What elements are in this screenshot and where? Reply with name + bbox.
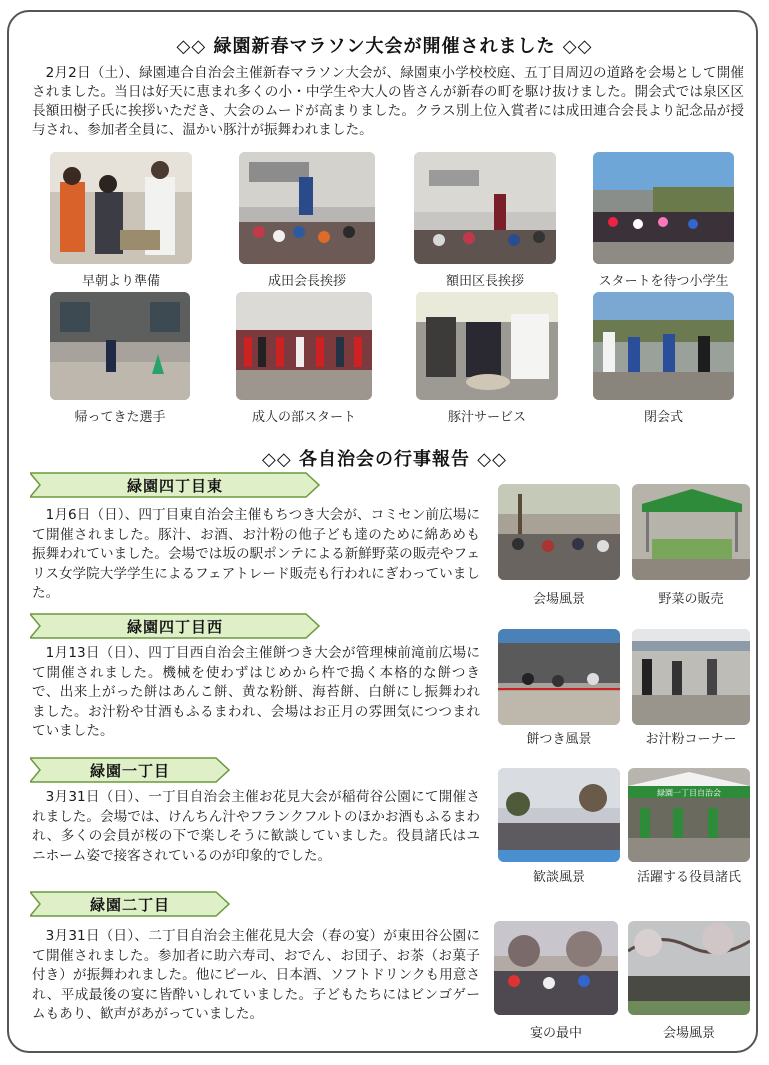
- report-4chome-west: 1月13日（日）、四丁目西自治会主催餅つき大会が管理棟前滝前広場にて開催されました。機械を使わずはじめから杵で搗く本格的な餅つきで、出来上がった餅はあんこ餅、黄な粉餅、海苔餅、白餅にし振舞われました。お汁粉や甘酒もふるまわれ、会場はお正月の雰囲気につつまれていました。: [32, 645, 480, 739]
- caption-2c-venue: 会場風景: [662, 1026, 715, 1041]
- banner-1chome: [30, 757, 230, 783]
- heading-4chome-west: 緑園四丁目西: [126, 618, 223, 636]
- heading-2chome: 緑園二丁目: [89, 896, 170, 914]
- report-4chome-east: 1月6日（日）、四丁目東自治会主催もちつき大会が、コミセン前広場にて開催されました。豚汁、お酒、お汁粉の他子ども達のために綿あめも振舞われていました。会場では坂の駅ポンテによる新鮮野菜の販売やフェリス女学院大学学生によるフェアトレード販売も行われにぎわっていました。: [32, 507, 480, 601]
- photo-2c-party: [494, 921, 618, 1015]
- photo-2c-venue: [628, 921, 750, 1015]
- caption-start-waiting: スタートを待つ小学生: [598, 274, 729, 289]
- photo-4w-mochitsuki: [498, 629, 620, 725]
- photo-4e-venue: [498, 484, 620, 580]
- photo-tonjiru-service: [416, 292, 558, 400]
- photo-nukata-greeting: [414, 152, 556, 264]
- marathon-title: ◇◇ 緑園新春マラソン大会が開催されました ◇◇: [176, 36, 593, 57]
- caption-4w-oshiruko: お汁粉コーナー: [645, 732, 737, 747]
- banner-4chome-east: [30, 472, 320, 498]
- caption-4e-venue: 会場風景: [532, 592, 585, 607]
- caption-tonjiru-service: 豚汁サービス: [447, 410, 526, 425]
- caption-2c-party: 宴の最中: [529, 1026, 582, 1041]
- photo-1c-officers: [628, 768, 750, 862]
- caption-nukata-greeting: 額田区長挨拶: [445, 274, 524, 289]
- heading-1chome: 緑園一丁目: [89, 762, 170, 780]
- caption-1c-chatting: 歓談風景: [532, 870, 585, 885]
- caption-4w-mochitsuki: 餅つき風景: [526, 732, 592, 747]
- photo-1c-chatting: [498, 768, 620, 862]
- caption-preparation: 早朝より準備: [81, 274, 160, 289]
- caption-4e-vegetable-sale: 野菜の販売: [658, 592, 724, 607]
- report-1chome: 3月31日（日）、一丁目自治会主催お花見大会が稲荷谷公園にて開催されました。会場では、けんちん汁やフランクフルトのほかお酒もふるまわれ、多くの会員が桜の下で楽しそうに歓談していました。役員諸氏はユニホーム姿で接客されているのが印象的でした。: [32, 789, 480, 864]
- photo-preparation: [50, 152, 192, 264]
- report-2chome: 3月31日（日）、二丁目自治会主催花見大会（春の宴）が東田谷公園にて開催されました。参加者に助六寿司、おでん、お団子、お茶（お菓子付き）が振舞われました。他にビール、日本酒、ソフトドリンクも用意され、平成最後の宴に皆酔いしれていました。子どもたちにはビンゴゲームもあり、歓声があがっていました。: [32, 928, 480, 1022]
- photo-adult-start: [236, 292, 372, 400]
- caption-adult-start: 成人の部スタート: [251, 410, 356, 425]
- caption-closing-ceremony: 閉会式: [643, 410, 683, 425]
- photo-4w-oshiruko: [632, 629, 750, 725]
- photo-4e-vegetable-sale: [632, 484, 750, 580]
- caption-narita-greeting: 成田会長挨拶: [267, 274, 346, 289]
- photo-returning-runner: [50, 292, 190, 400]
- photo-start-waiting: [593, 152, 734, 264]
- banner-2chome: [30, 891, 230, 917]
- caption-returning-runner: 帰ってきた選手: [74, 410, 166, 425]
- caption-1c-officers: 活躍する役員諸氏: [636, 870, 741, 885]
- reports-title: ◇◇ 各自治会の行事報告 ◇◇: [262, 449, 507, 470]
- banner-4chome-west: [30, 613, 320, 639]
- photo-narita-greeting: [239, 152, 375, 264]
- photo-closing-ceremony: [593, 292, 734, 400]
- marathon-body: 2月2日（土）、緑園連合自治会主催新春マラソン大会が、緑園東小学校校庭、五丁目周辺の道路を会場として開催されました。当日は好天に恵まれ多くの小・中学生や大人の皆さんが新春の町を駆け抜けました。開会式では泉区区長額田樹子氏に挨拶いただき、大会のムードが高まりました。クラス別上位入賞者には成田連合会長より記念品が授与され、参加者全員に、温かい豚汁が振舞われました。: [32, 65, 744, 138]
- tent-sign-text: 緑園一丁目自治会: [657, 788, 721, 798]
- heading-4chome-east: 緑園四丁目東: [126, 477, 223, 495]
